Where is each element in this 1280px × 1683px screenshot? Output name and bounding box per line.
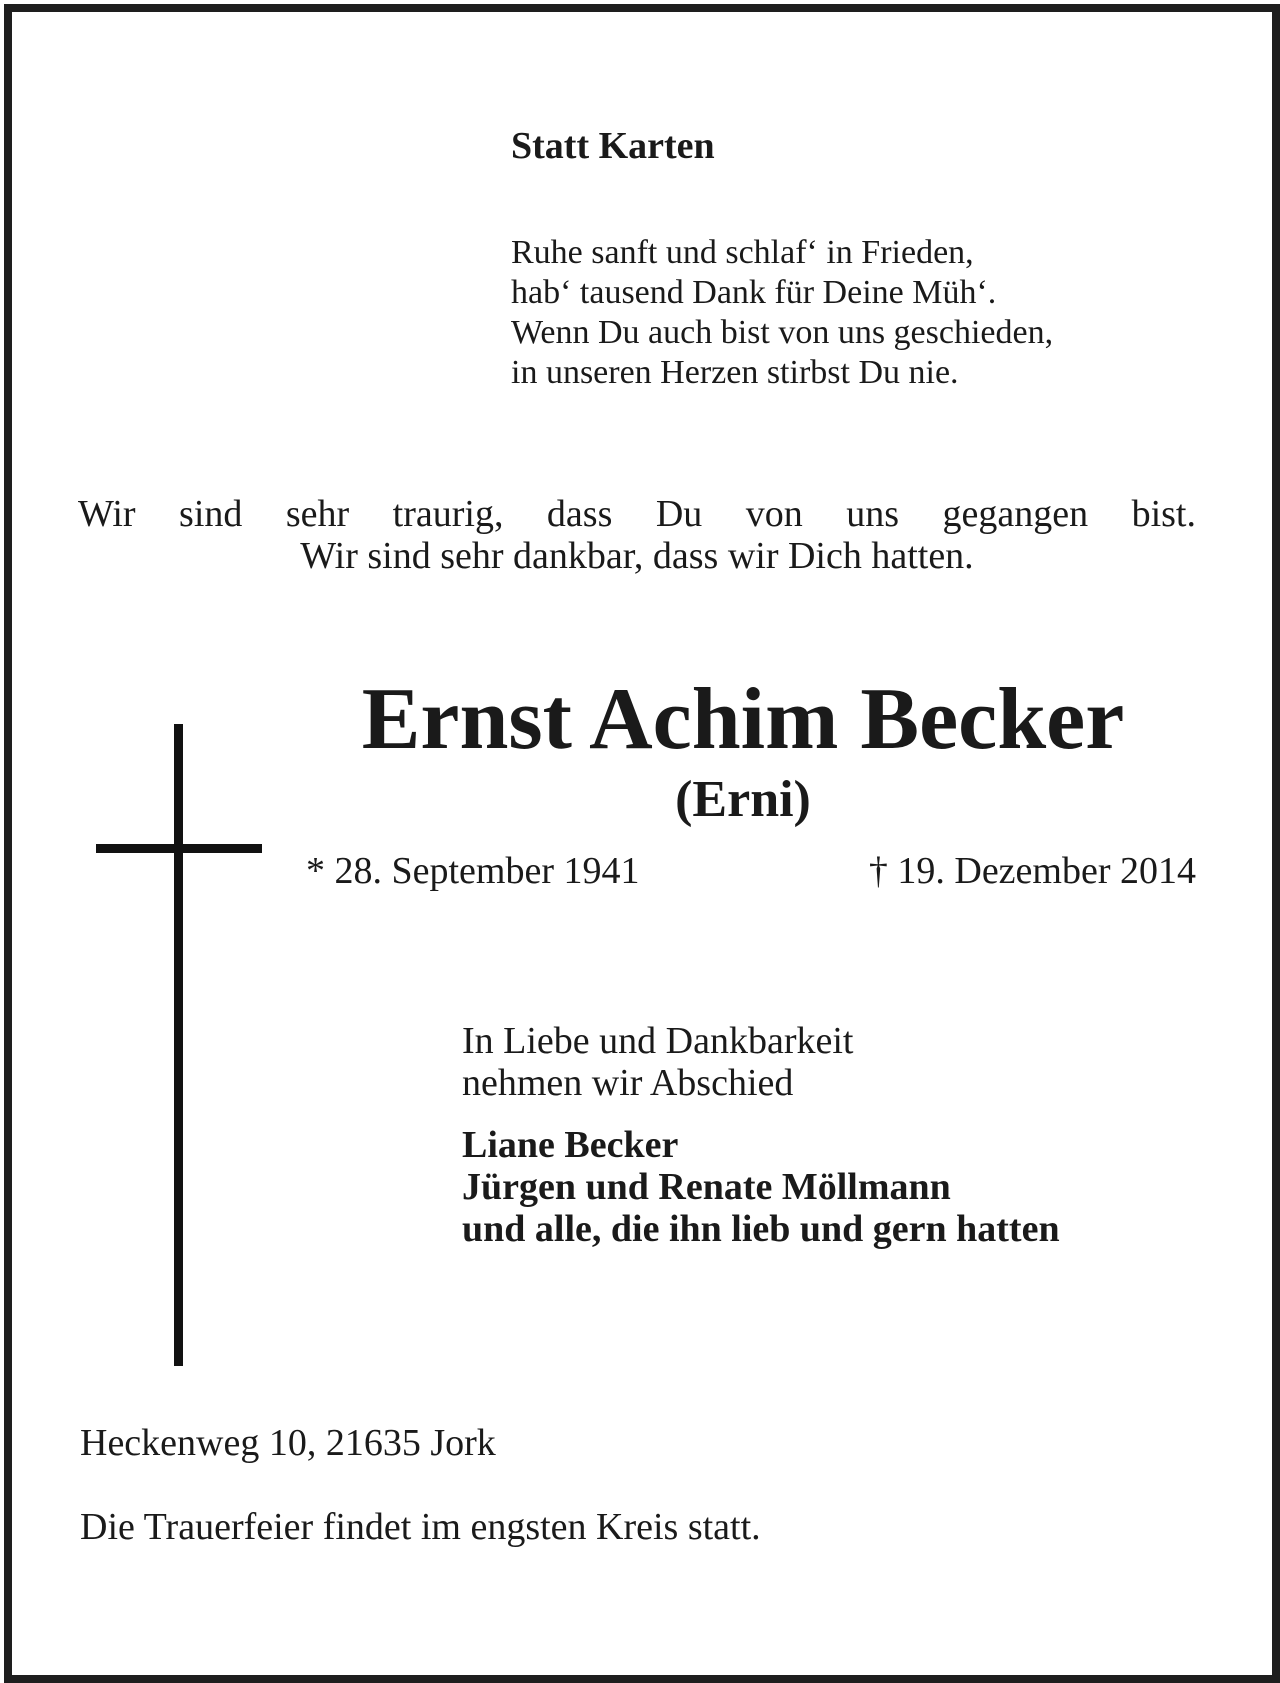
notice-heading: Statt Karten (511, 125, 715, 167)
farewell-line: In Liebe und Dankbarkeit (462, 1020, 854, 1062)
family-signatures (462, 1124, 1060, 1250)
address: Heckenweg 10, 21635 Jork (80, 1422, 496, 1464)
birth-date: * 28. September 1941 (306, 850, 640, 892)
farewell-block (462, 1020, 853, 1104)
death-date: † 19. Dezember 2014 (868, 850, 1196, 892)
poem-line: hab‘ tausend Dank für Deine Müh‘. (511, 274, 997, 311)
life-dates (306, 848, 1196, 894)
farewell-line: nehmen wir Abschied (462, 1062, 794, 1104)
cross-horizontal-bar (96, 844, 262, 853)
intro-line-1: Wir sind sehr traurig, dass Du von uns gegangen bist. (78, 493, 1196, 535)
family-line: Liane Becker (462, 1124, 679, 1166)
intro-line-2: Wir sind sehr dankbar, dass wir Dich hatten. (300, 535, 974, 577)
deceased-name: Ernst Achim Becker (361, 671, 1125, 768)
poem-line: Ruhe sanft und schlaf‘ in Frieden, (511, 234, 974, 271)
family-line: Jürgen und Renate Möllmann (462, 1166, 951, 1208)
deceased-nickname: (Erni) (675, 771, 811, 828)
poem-line: in unseren Herzen stirbst Du nie. (511, 354, 959, 391)
poem-line: Wenn Du auch bist von uns geschieden, (511, 314, 1054, 351)
intro-block (78, 493, 1196, 577)
cross-vertical-bar (174, 724, 183, 1366)
poem-block (511, 233, 1053, 393)
family-line: und alle, die ihn lieb und gern hatten (462, 1208, 1060, 1250)
service-note: Die Trauerfeier findet im engsten Kreis statt. (80, 1506, 761, 1548)
cross-icon (90, 724, 262, 1366)
